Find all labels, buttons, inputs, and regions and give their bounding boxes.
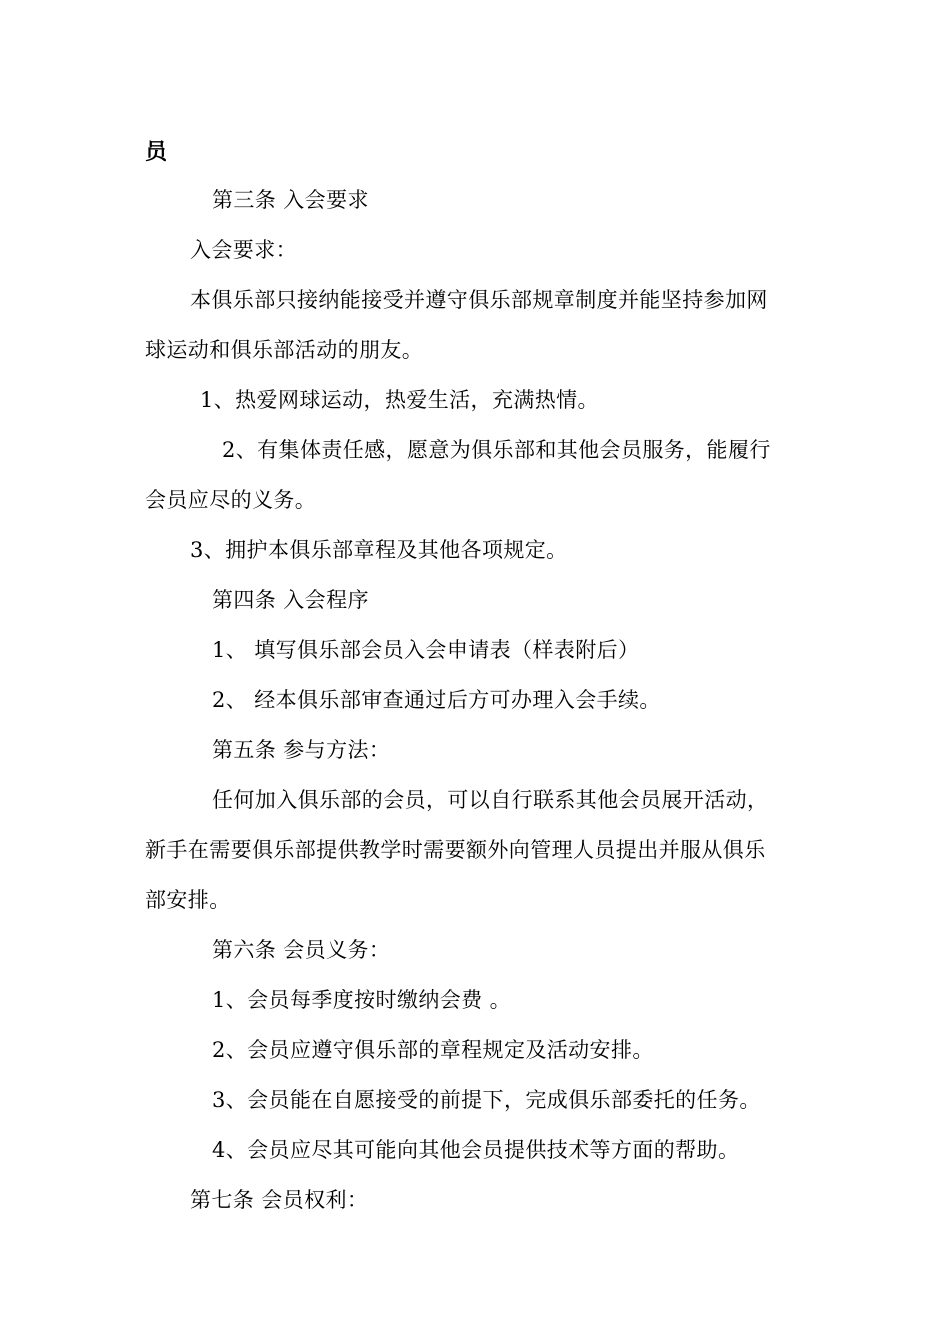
paragraph-line: 会员应尽的义务。 — [145, 488, 317, 512]
list-item: 1、会员每季度按时缴纳会费 。 — [212, 988, 512, 1012]
list-item: 2、有集体责任感，愿意为俱乐部和其他会员服务，能履行 — [222, 438, 771, 462]
list-item: 1、热爱网球运动，热爱生活，充满热情。 — [200, 388, 599, 412]
article-5-title: 第五条 参与方法： — [212, 738, 391, 762]
article-6-title: 第六条 会员义务： — [212, 938, 391, 962]
list-item: 3、拥护本俱乐部章程及其他各项规定。 — [190, 538, 568, 562]
paragraph-line: 入会要求： — [190, 238, 297, 262]
paragraph-line: 本俱乐部只接纳能接受并遵守俱乐部规章制度并能坚持参加网 — [190, 288, 768, 312]
section-heading: 员 — [145, 139, 168, 165]
article-7-title: 第七条 会员权利： — [190, 1188, 369, 1212]
list-item: 2、会员应遵守俱乐部的章程规定及活动安排。 — [212, 1038, 654, 1062]
paragraph-line: 球运动和俱乐部活动的朋友。 — [145, 338, 424, 362]
list-item: 1、 填写俱乐部会员入会申请表（样表附后） — [212, 638, 640, 662]
paragraph-line: 新手在需要俱乐部提供教学时需要额外向管理人员提出并服从俱乐 — [145, 838, 766, 862]
article-4-title: 第四条 入会程序 — [212, 588, 369, 612]
list-item: 3、会员能在自愿接受的前提下，完成俱乐部委托的任务。 — [212, 1088, 761, 1112]
list-item: 2、 经本俱乐部审查通过后方可办理入会手续。 — [212, 688, 661, 712]
paragraph-line: 任何加入俱乐部的会员，可以自行联系其他会员展开活动， — [212, 788, 769, 812]
paragraph-line: 部安排。 — [145, 888, 231, 912]
article-3-title: 第三条 入会要求 — [212, 188, 369, 212]
list-item: 4、会员应尽其可能向其他会员提供技术等方面的帮助。 — [212, 1138, 740, 1162]
